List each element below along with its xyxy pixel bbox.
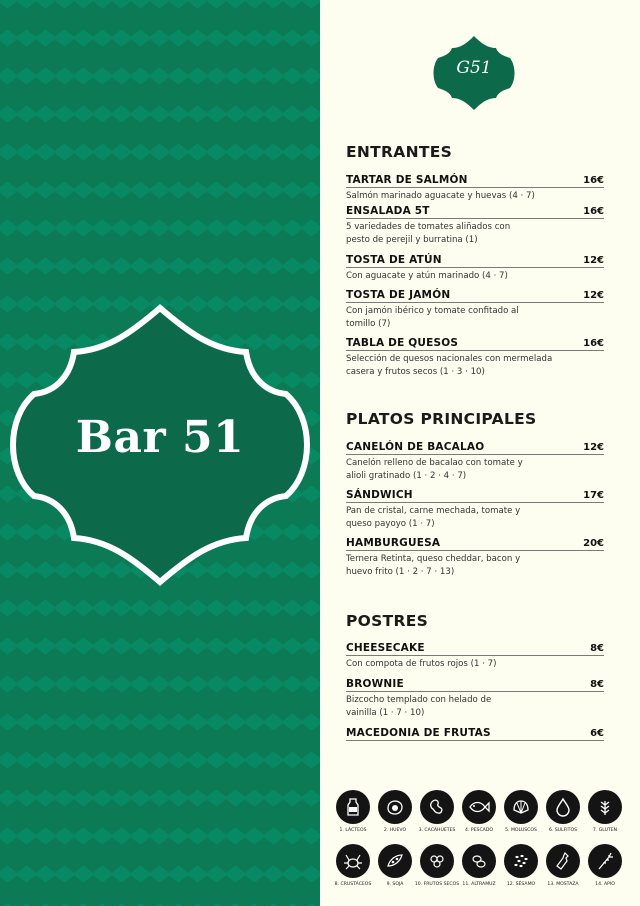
allergen-legend	[330, 790, 632, 902]
allergen-label: 9. SOJA	[386, 882, 404, 887]
allergen-lacteos	[330, 790, 376, 834]
drop-icon	[553, 797, 573, 817]
milk-icon	[343, 797, 363, 817]
allergen-sulfitos	[540, 790, 586, 834]
item-name: SÁNDWICH	[346, 489, 413, 501]
menu-item	[346, 172, 604, 203]
menu-item	[346, 676, 604, 720]
allergen-label: 1. LÁCTEOS	[339, 828, 367, 833]
allergen-cacahuetes	[414, 790, 460, 834]
shell-icon	[511, 797, 531, 817]
soy-icon	[385, 851, 405, 871]
item-name: MACEDONIA DE FRUTAS	[346, 727, 491, 739]
item-description: Salmón marinado aguacate y huevas (4 · 7)	[346, 191, 535, 201]
allergen-label: 4. PESCADO	[465, 828, 493, 833]
section-title: POSTRES	[346, 612, 429, 630]
celery-icon	[595, 851, 615, 871]
allergen-label: 12. SÉSAMO	[506, 882, 536, 887]
item-description: Con compota de frutos rojos (1 · 7)	[346, 659, 497, 669]
lupin-icon	[469, 851, 489, 871]
allergen-altramuz	[456, 844, 502, 888]
item-name: HAMBURGUESA	[346, 537, 441, 549]
item-name: ENSALADA 5T	[346, 205, 430, 217]
item-price: 12€	[583, 442, 604, 453]
item-price: 17€	[583, 490, 604, 501]
nuts-icon	[427, 851, 447, 871]
section-title: ENTRANTES	[346, 143, 453, 161]
allergen-label: 3. CACAHUETES	[418, 828, 456, 833]
allergen-label: 10. FRUTOS SECOS	[414, 882, 460, 887]
allergen-label: 8. CRUSTÁCEOS	[334, 882, 372, 887]
allergen-gluten	[582, 790, 628, 834]
item-name: CANELÓN DE BACALAO	[346, 441, 485, 453]
sesame-icon	[511, 851, 531, 871]
menu-item	[346, 335, 604, 379]
item-description: Con jamón ibérico y tomate confitado al tomillo (7)	[346, 306, 519, 329]
allergen-apio	[582, 844, 628, 888]
item-name: TOSTA DE ATÚN	[346, 254, 442, 266]
item-name: CHEESECAKE	[346, 642, 425, 654]
mustard-icon	[553, 851, 573, 871]
item-price: 16€	[583, 175, 604, 186]
allergen-label: 2. HUEVO	[383, 828, 407, 833]
allergen-moluscos	[498, 790, 544, 834]
crab-icon	[342, 851, 364, 871]
allergen-label: 5. MOLUSCOS	[505, 828, 537, 833]
item-description: 5 variedades de tomates aliñados con pesto de perejil y burratina (1)	[346, 222, 511, 245]
allergen-huevo	[372, 790, 418, 834]
item-price: 6€	[590, 728, 604, 739]
allergen-label: 6. SULFITOS	[548, 828, 577, 833]
item-name: BROWNIE	[346, 678, 404, 690]
item-description: Bizcocho templado con helado de vainilla (1 · 7 · 10)	[346, 695, 492, 718]
item-name: TOSTA DE JAMÓN	[346, 289, 451, 301]
allergen-sesamo	[498, 844, 544, 888]
menu-item	[346, 487, 604, 531]
item-price: 16€	[583, 338, 604, 349]
menu-panel	[320, 0, 640, 906]
restaurant-title: Bar 51	[75, 412, 245, 463]
section-platos-principales	[346, 410, 604, 577]
allergen-crustaceos	[330, 844, 376, 888]
item-price: 16€	[583, 206, 604, 217]
menu-item	[346, 252, 604, 283]
peanut-icon	[427, 797, 447, 817]
allergen-mostaza	[540, 844, 586, 888]
item-description: Con aguacate y atún marinado (4 · 7)	[346, 271, 508, 281]
item-description: Selección de quesos nacionales con mermelada casera y frutos secos (1 · 3 · 10)	[346, 354, 553, 377]
item-description: Canelón relleno de bacalao con tomate y alioli gratinado (1 · 2 · 4 · 7)	[346, 458, 523, 481]
menu-item	[346, 535, 604, 579]
allergen-pescado	[456, 790, 502, 834]
menu-item	[346, 640, 604, 671]
logo-text: G51	[456, 58, 492, 78]
section-title: PLATOS PRINCIPALES	[346, 410, 537, 428]
item-description: Pan de cristal, carne mechada, tomate y queso payoyo (1 · 7)	[346, 506, 521, 529]
item-name: TABLA DE QUESOS	[346, 337, 459, 349]
allergen-label: 13. MOSTAZA	[547, 882, 579, 887]
egg-icon	[385, 797, 405, 817]
item-price: 8€	[590, 643, 604, 654]
menu-item	[346, 203, 604, 247]
allergen-soja	[372, 844, 418, 888]
item-price: 8€	[590, 679, 604, 690]
wheat-icon	[595, 797, 615, 817]
menu-item	[346, 439, 604, 483]
allergen-label: 11. ALTRAMUZ	[462, 882, 496, 887]
item-name: TARTAR DE SALMÓN	[346, 174, 468, 186]
item-price: 12€	[583, 290, 604, 301]
allergen-frutos-secos	[414, 844, 460, 888]
section-entrantes	[346, 143, 604, 377]
item-description: Ternera Retinta, queso cheddar, bacon y huevo frito (1 · 2 · 7 · 13)	[346, 554, 521, 577]
menu-item	[346, 287, 604, 331]
item-price: 12€	[583, 255, 604, 266]
allergen-label: 14. APIO	[595, 882, 615, 887]
section-postres	[346, 612, 604, 739]
item-price: 20€	[583, 538, 604, 549]
allergen-label: 7. GLUTEN	[592, 828, 618, 833]
menu-item	[346, 725, 604, 741]
fish-icon	[468, 797, 490, 817]
